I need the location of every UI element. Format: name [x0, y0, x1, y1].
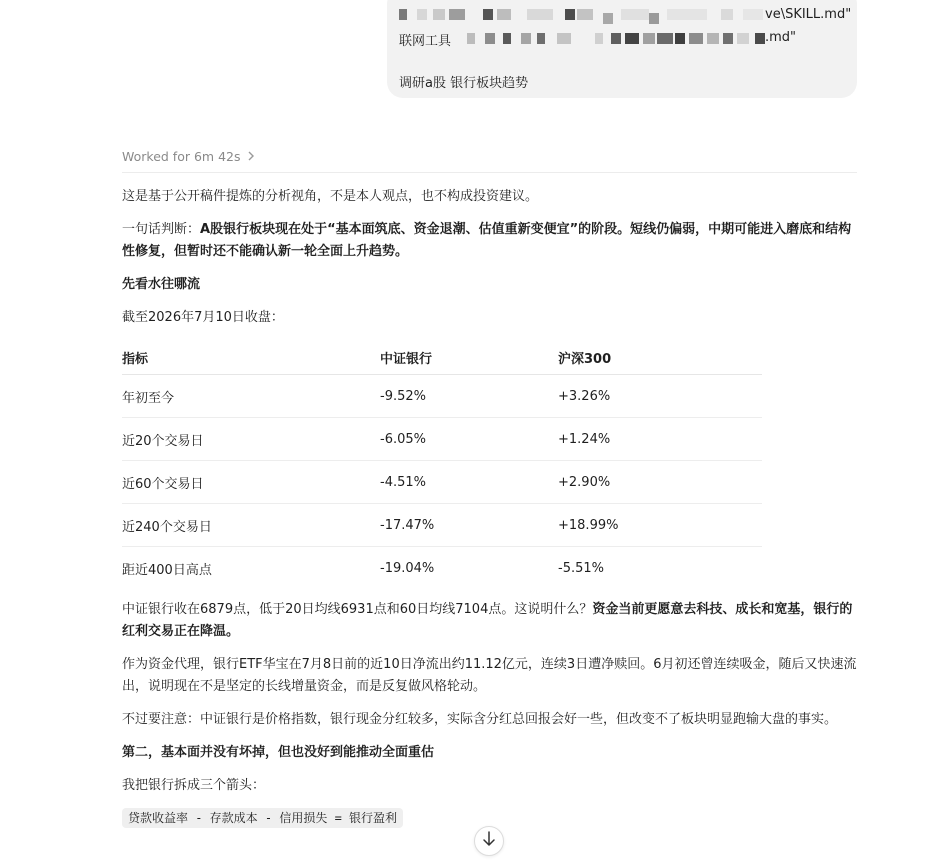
table-cell: -9.52% — [380, 375, 558, 418]
paragraph-price-trend — [122, 599, 862, 643]
table-cell: +1.24% — [558, 418, 762, 461]
table-cell: -17.47% — [380, 504, 558, 547]
table-cell: 距近400日高点 — [122, 562, 212, 578]
table-row — [122, 547, 762, 590]
table-row — [122, 375, 762, 418]
table-cell: +2.90% — [558, 461, 762, 504]
section-divider — [122, 172, 857, 173]
table-header-row — [122, 340, 762, 375]
table-cell: -4.51% — [380, 461, 558, 504]
summary-prefix: 一句话判断： — [122, 222, 201, 237]
price-trend-text: 中证银行收在6879点，低于20日均线6931点和60日均线7104点。这说明什么？ — [122, 602, 593, 617]
disclaimer-text: 这是基于公开稿件提炼的分析视角，不是本人观点，也不构成投资建议。 — [122, 189, 539, 204]
table-row — [122, 504, 762, 547]
table-cell: -19.04% — [380, 560, 435, 576]
summary-bold-text: A股银行板块现在处于“基本面筑底、资金退潮、估值重新变便宜”的阶段。短线仍偏弱，中期可能进入磨底和结构性修复，但暂时还不能确认新一轮全面上升趋势。 — [122, 222, 852, 259]
section-1-title: 先看水往哪流 — [122, 277, 201, 292]
table-row — [122, 461, 762, 504]
table-header-indicator: 指标 — [122, 340, 380, 375]
scroll-to-bottom-button[interactable] — [474, 826, 504, 856]
user-message-line-1-text: ve\SKILL.md" — [765, 7, 852, 22]
paragraph-fund-flow: 作为资金代理，银行ETF华宝在7月8日前的近10日净流出约11.12亿元，连续3日遭净赎回。6月初还曾连续吸金，随后又快速流出，说明现在不是坚定的长线增量资金，而是反复做风格轮动。 — [122, 657, 857, 694]
table-row — [122, 418, 762, 461]
table-header-bank-index: 中证银行 — [380, 340, 558, 375]
table-cell: -5.51% — [558, 560, 604, 576]
section-2-title: 第二，基本面并没有坏掉，但也没好到能推动全面重估 — [122, 745, 435, 760]
chevron-right-icon — [247, 150, 255, 164]
user-message-line-2 — [399, 30, 839, 49]
user-message-line-2-text: .md" — [765, 30, 797, 45]
table-cell: +18.99% — [558, 504, 762, 547]
formula-line — [122, 808, 862, 828]
paragraph-dividend-note: 不过要注意：中证银行是价格指数，银行现金分红较多，实际含分红总回报会好一些，但改变不了板块明显跑输大盘的事实。 — [122, 712, 838, 727]
assistant-response — [122, 186, 862, 828]
table-cell: +3.26% — [558, 375, 762, 418]
user-message-bubble — [387, 0, 857, 98]
user-message-line-3: 调研a股 银行板块趋势 — [399, 76, 529, 91]
worked-duration-label: Worked for 6m 42s — [122, 149, 241, 164]
table-cell: 近20个交易日 — [122, 418, 380, 461]
user-message-line-2-prefix: 联网工具 — [399, 34, 452, 49]
price-trend-bold-text: 资金当前更愿意去科技、成长和宽基，银行的红利交易正在降温。 — [122, 602, 853, 639]
table-header-csi300: 沪深300 — [558, 340, 762, 375]
formula-code: 贷款收益率 - 存款成本 - 信用损失 = 银行盈利 — [122, 808, 403, 828]
as-of-date-text: 截至2026年7月10日收盘： — [122, 310, 284, 325]
arrow-down-icon — [482, 831, 496, 851]
summary-paragraph — [122, 219, 862, 263]
worked-duration-toggle[interactable] — [122, 149, 255, 164]
user-message-line-1 — [399, 7, 852, 23]
performance-table — [122, 340, 762, 589]
table-cell: 近240个交易日 — [122, 504, 380, 547]
table-cell: 年初至今 — [122, 375, 380, 418]
paragraph-three-arrows: 我把银行拆成三个箭头： — [122, 778, 266, 793]
table-cell: 近60个交易日 — [122, 461, 380, 504]
table-cell: -6.05% — [380, 418, 558, 461]
